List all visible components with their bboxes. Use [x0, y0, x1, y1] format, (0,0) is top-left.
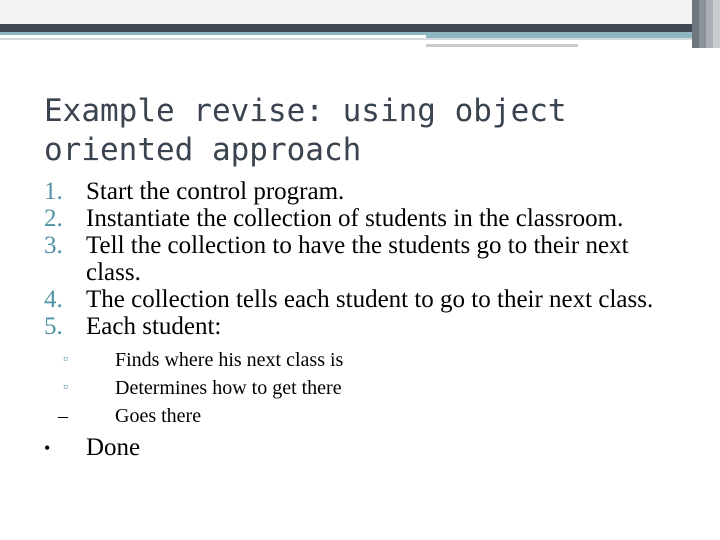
slide-body	[44, 178, 684, 466]
square-bullet-icon: ▫	[63, 380, 68, 395]
header-dark-strip	[0, 24, 720, 32]
sub-list-item	[44, 402, 684, 430]
list-item-text: The collection tells each student to go to their next class.	[86, 286, 654, 313]
corner-tab	[699, 0, 706, 48]
corner-tab	[713, 0, 720, 48]
header-band	[0, 0, 720, 24]
final-list-item-text: Done	[86, 434, 141, 461]
slide-title: Example revise: using object oriented approach	[44, 93, 567, 169]
sub-list-item	[44, 346, 684, 374]
header-corner-tabs	[692, 0, 720, 48]
list-item	[44, 205, 684, 232]
header-gray-short-line	[426, 44, 578, 47]
list-number: 2.	[44, 205, 63, 232]
list-item-text: Instantiate the collection of students in the classroom.	[86, 205, 624, 232]
corner-tab	[692, 0, 699, 48]
sub-list-item-text: Determines how to get there	[115, 377, 342, 399]
sub-list-item-text: Finds where his next class is	[115, 349, 344, 371]
list-item	[44, 286, 684, 313]
final-list-item	[44, 430, 684, 466]
list-item-text: Each student:	[86, 313, 222, 340]
list-item	[44, 313, 684, 340]
list-number: 1.	[44, 178, 63, 205]
header-gray-line	[0, 38, 720, 40]
list-number: 5.	[44, 313, 63, 340]
list-item-text: Start the control program.	[86, 178, 345, 205]
square-bullet-icon: ▫	[63, 352, 68, 367]
sub-list-item	[44, 374, 684, 402]
sub-list-item-text: Goes there	[115, 405, 202, 427]
round-bullet-icon: •	[44, 438, 51, 458]
list-number: 4.	[44, 286, 63, 313]
list-item-text: Tell the collection to have the students go to their next class.	[86, 232, 629, 286]
corner-tab	[706, 0, 713, 48]
list-item	[44, 232, 684, 286]
list-item	[44, 178, 684, 205]
dash-bullet-icon: –	[58, 405, 68, 427]
list-number: 3.	[44, 232, 63, 259]
